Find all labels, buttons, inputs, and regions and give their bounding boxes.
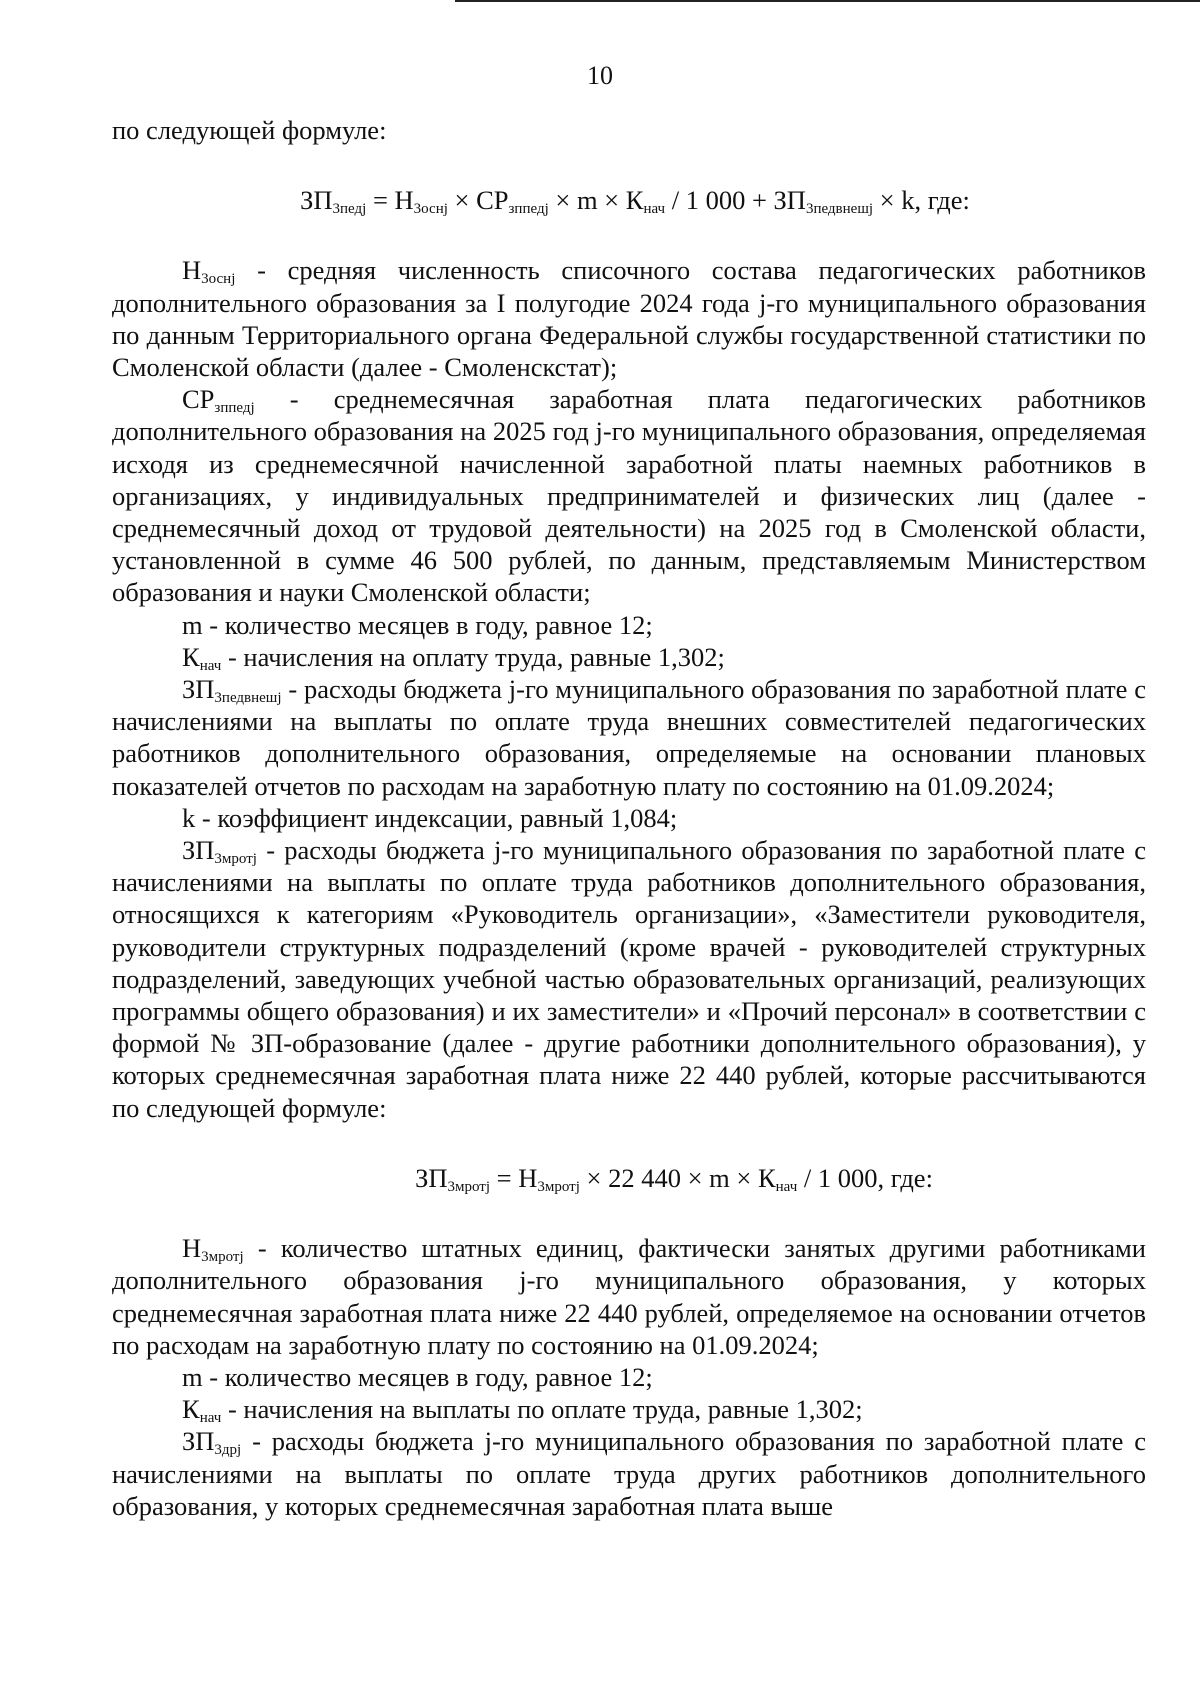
formula-term: = Н	[490, 1162, 538, 1193]
definition-paragraph	[112, 802, 1146, 834]
definition-paragraph	[112, 1232, 1146, 1361]
formula-term: × СР	[447, 185, 509, 216]
definition-paragraph	[112, 383, 1146, 608]
definition-symbol: ЗП	[182, 1426, 215, 1457]
formula-subscript: нач	[643, 201, 666, 218]
definition-text: - расходы бюджета j-го муниципального образования по заработной плате с начислениями на выплаты по оплате труда работников дополнительного образования, относящихся к категориям «Руководитель организации», «Заместители руководителя, руководители структурных подразделений (кроме врачей - руководителей структурных подразделений, заведующих учебной частью образовательных организаций, реализующих программы общего образования) и их заместители» и «Прочий персонал» в соответствии с формой № ЗП-образование (далее - другие работники дополнительного образования), у которых среднемесячная заработная плата ниже 22 440 рублей, которые рассчитываются по следующей формуле:	[112, 835, 1146, 1123]
definition-subscript: зппедj	[214, 400, 255, 417]
definition-subscript: 3педвнешj	[214, 690, 282, 707]
formula-subscript: 3мротj	[447, 1178, 491, 1195]
definition-subscript: 3мротj	[214, 851, 257, 868]
definition-symbol: ЗП	[182, 835, 215, 866]
formula-zp-mrot	[112, 1162, 1146, 1194]
definition-text: - количество месяцев в году, равное 12;	[202, 609, 653, 640]
definition-paragraph	[112, 1393, 1146, 1425]
formula-term: × 22 440 × m × К	[579, 1162, 776, 1193]
formula-subscript: нач	[775, 1178, 798, 1195]
formula-subscript: 3педвнешj	[805, 201, 874, 218]
definition-text: - коэффициент индексации, равный 1,084;	[195, 802, 678, 833]
formula-subscript: 3оснj	[413, 201, 448, 218]
definition-paragraph	[112, 834, 1146, 1124]
definition-paragraph	[112, 1425, 1146, 1522]
formula-term: × m × К	[548, 185, 644, 216]
formula-term: / 1 000 + ЗП	[665, 185, 806, 216]
definition-symbol: k	[182, 802, 196, 833]
definition-paragraph	[112, 641, 1146, 673]
definition-text: - количество месяцев в году, равное 12;	[202, 1361, 653, 1392]
definition-subscript: 3дрj	[214, 1442, 242, 1459]
definition-paragraph	[112, 609, 1146, 641]
formula-subscript: 3мротj	[537, 1178, 580, 1195]
definition-subscript: нач	[199, 1410, 222, 1427]
definition-text: - начисления на оплату труда, равные 1,302;	[221, 641, 725, 672]
formula-term: × k, где:	[873, 185, 970, 216]
definition-paragraph	[112, 254, 1146, 383]
definition-symbol: К	[182, 641, 200, 672]
definition-text: - количество штатных единиц, фактически занятых другими работниками дополнительного образования j-го муниципального образования, у которых среднемесячная заработная плата ниже 22 440 рублей, определяемое на основании отчетов по расходам на заработную плату по состоянию на 01.09.2024;	[112, 1233, 1146, 1360]
intro-text: по следующей формуле:	[112, 115, 387, 145]
formula-term: = Н	[366, 185, 414, 216]
formula-zp-ped	[112, 184, 1146, 216]
formula-subscript: 3педj	[332, 201, 367, 218]
document-body	[112, 114, 1146, 1522]
definition-text: - средняя численность списочного состава педагогических работников дополнительного образования за I полугодие 2024 года j-го муниципального образования по данным Территориального органа Федеральной службы государственной статистики по Смоленской области (далее - Смоленскстат);	[112, 255, 1146, 383]
definition-text: - среднемесячная заработная плата педагогических работников дополнительного образования на 2025 год j-го муниципального образования, определяемая исходя из среднемесячной начисленной заработной платы наемных работников в организациях, у индивидуальных предпринимателей и физических лиц (далее - среднемесячный доход от трудовой деятельности) на 2025 год в Смоленской области, установленной в сумме 46 500 рублей, по данным, представляемым Министерством образования и науки Смоленской области;	[112, 384, 1146, 608]
top-rule	[455, 0, 1200, 2]
definition-symbol: m	[182, 1361, 203, 1392]
definition-symbol: ЗП	[182, 674, 215, 705]
definition-symbol: m	[182, 609, 203, 640]
formula-term: ЗП	[415, 1162, 448, 1193]
definition-text: - расходы бюджета j-го муниципального образования по заработной плате с начислениями на выплаты по оплате труда других работников дополнительного образования, у которых среднемесячная заработная плата выше	[112, 1426, 1146, 1521]
formula-term: / 1 000, где:	[797, 1162, 933, 1193]
definition-paragraph	[112, 1361, 1146, 1393]
definition-symbol: К	[182, 1394, 200, 1425]
page-number: 10	[587, 61, 613, 90]
definition-subscript: 3мротj	[201, 1249, 244, 1266]
definition-subscript: нач	[199, 657, 222, 674]
formula-term: ЗП	[300, 185, 333, 216]
formula-subscript: зппедj	[508, 201, 549, 218]
definition-text: - расходы бюджета j-го муниципального образования по заработной плате с начислениями на выплаты по оплате труда внешних совместителей педагогических работников дополнительного образования, определяемые на основании плановых показателей отчетов по расходам на заработную плату по состоянию на 01.09.2024;	[112, 674, 1146, 801]
definition-symbol: Н	[182, 255, 202, 286]
definition-paragraph	[112, 673, 1146, 802]
definition-text: - начисления на выплаты по оплате труда, равные 1,302;	[221, 1394, 863, 1425]
definition-symbol: СР	[182, 384, 215, 415]
definition-subscript: 3оснj	[201, 271, 236, 288]
definition-symbol: Н	[182, 1233, 202, 1264]
